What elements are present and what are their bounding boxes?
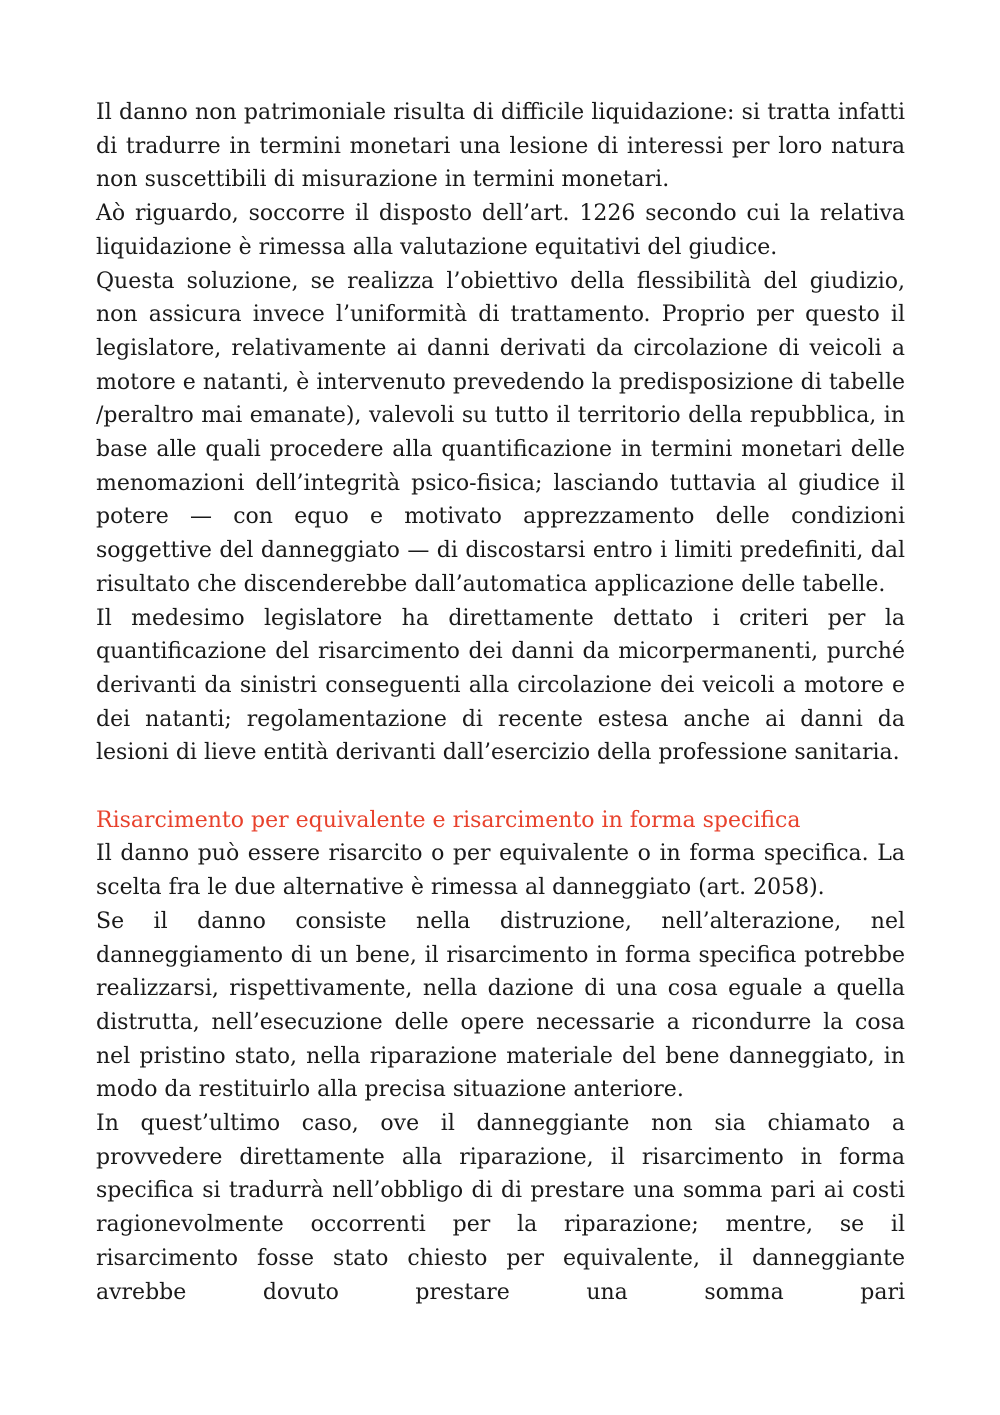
- paragraph-equivalente-forma-specifica: Il danno può essere risarcito o per equivalente o in forma specifica. La scelta fra le due alternative è rimessa al danneggiato (art. 2058).: [96, 841, 905, 901]
- paragraph-art-1226: Aò riguardo, soccorre il disposto dell’art. 1226 secondo cui la relativa liquidazione è rimessa alla valutazione equitativi del giudice.: [96, 201, 905, 260]
- paragraph-micropermanenti: Il medesimo legislatore ha direttamente dettato i criteri per la quantificazione del risarcimento dei danni da micorpermanenti, purché derivanti da sinistri conseguenti alla circolazione dei veicoli a motore e dei natanti; regolamentazione di recente estesa anche ai danni da lesioni di lieve entità derivanti dall’esercizio della professione sanitaria.: [96, 605, 905, 766]
- document-page: [96, 96, 905, 1309]
- paragraph-flessibilita-giudizio: Questa soluzione, se realizza l’obiettivo della flessibilità del giudizio, non assicura invece l’uniformità di trattamento. Proprio per questo il legislatore, relativamente ai danni derivati da circolazione di veicoli a motore e natanti, è intervenuto prevedendo la predisposizione di tabelle /peraltro mai emanate), valevoli su tutto il territorio della repubblica, in base alle quali procedere alla quantificazione in termini monetari delle menomazioni dell’integrità psico-fisica; lasciando tuttavia al giudice il potere — con equo e motivato apprezzamento delle condizioni soggettive del danneggiato — di discostarsi entro i limiti predefiniti, dal risultato che discenderebbe dall’automatica applicazione delle tabelle.: [96, 268, 905, 597]
- paragraph-riparazione: In quest’ultimo caso, ove il danneggiante non sia chiamato a provvedere direttamente alla riparazione, il risarcimento in forma specifica si tradurrà nell’obbligo di di prestare una somma pari ai costi ragionevolmente occorrenti per la riparazione; mentre, se il risarcimento fosse stato chiesto per equivalente, il danneggiante avrebbe dovuto prestare una somma pari: [96, 1111, 905, 1305]
- section-heading-risarcimento: Risarcimento per equivalente e risarcimento in forma specifica: [96, 807, 801, 833]
- paragraph-danno-non-patrimoniale: Il danno non patrimoniale risulta di difficile liquidazione: si tratta infatti di tradurre in termini monetari una lesione di interessi per loro natura non suscettibili di misurazione in termini monetari.: [96, 100, 905, 193]
- paragraph-distruzione-bene: Se il danno consiste nella distruzione, nell’alterazione, nel danneggiamento di un bene, il risarcimento in forma specifica potrebbe realizzarsi, rispettivamente, nella dazione di una cosa eguale a quella distrutta, nell’esecuzione delle opere necessarie a ricondurre la cosa nel pristino stato, nella riparazione materiale del bene danneggiato, in modo da restituirlo alla precisa situazione anteriore.: [96, 908, 905, 1103]
